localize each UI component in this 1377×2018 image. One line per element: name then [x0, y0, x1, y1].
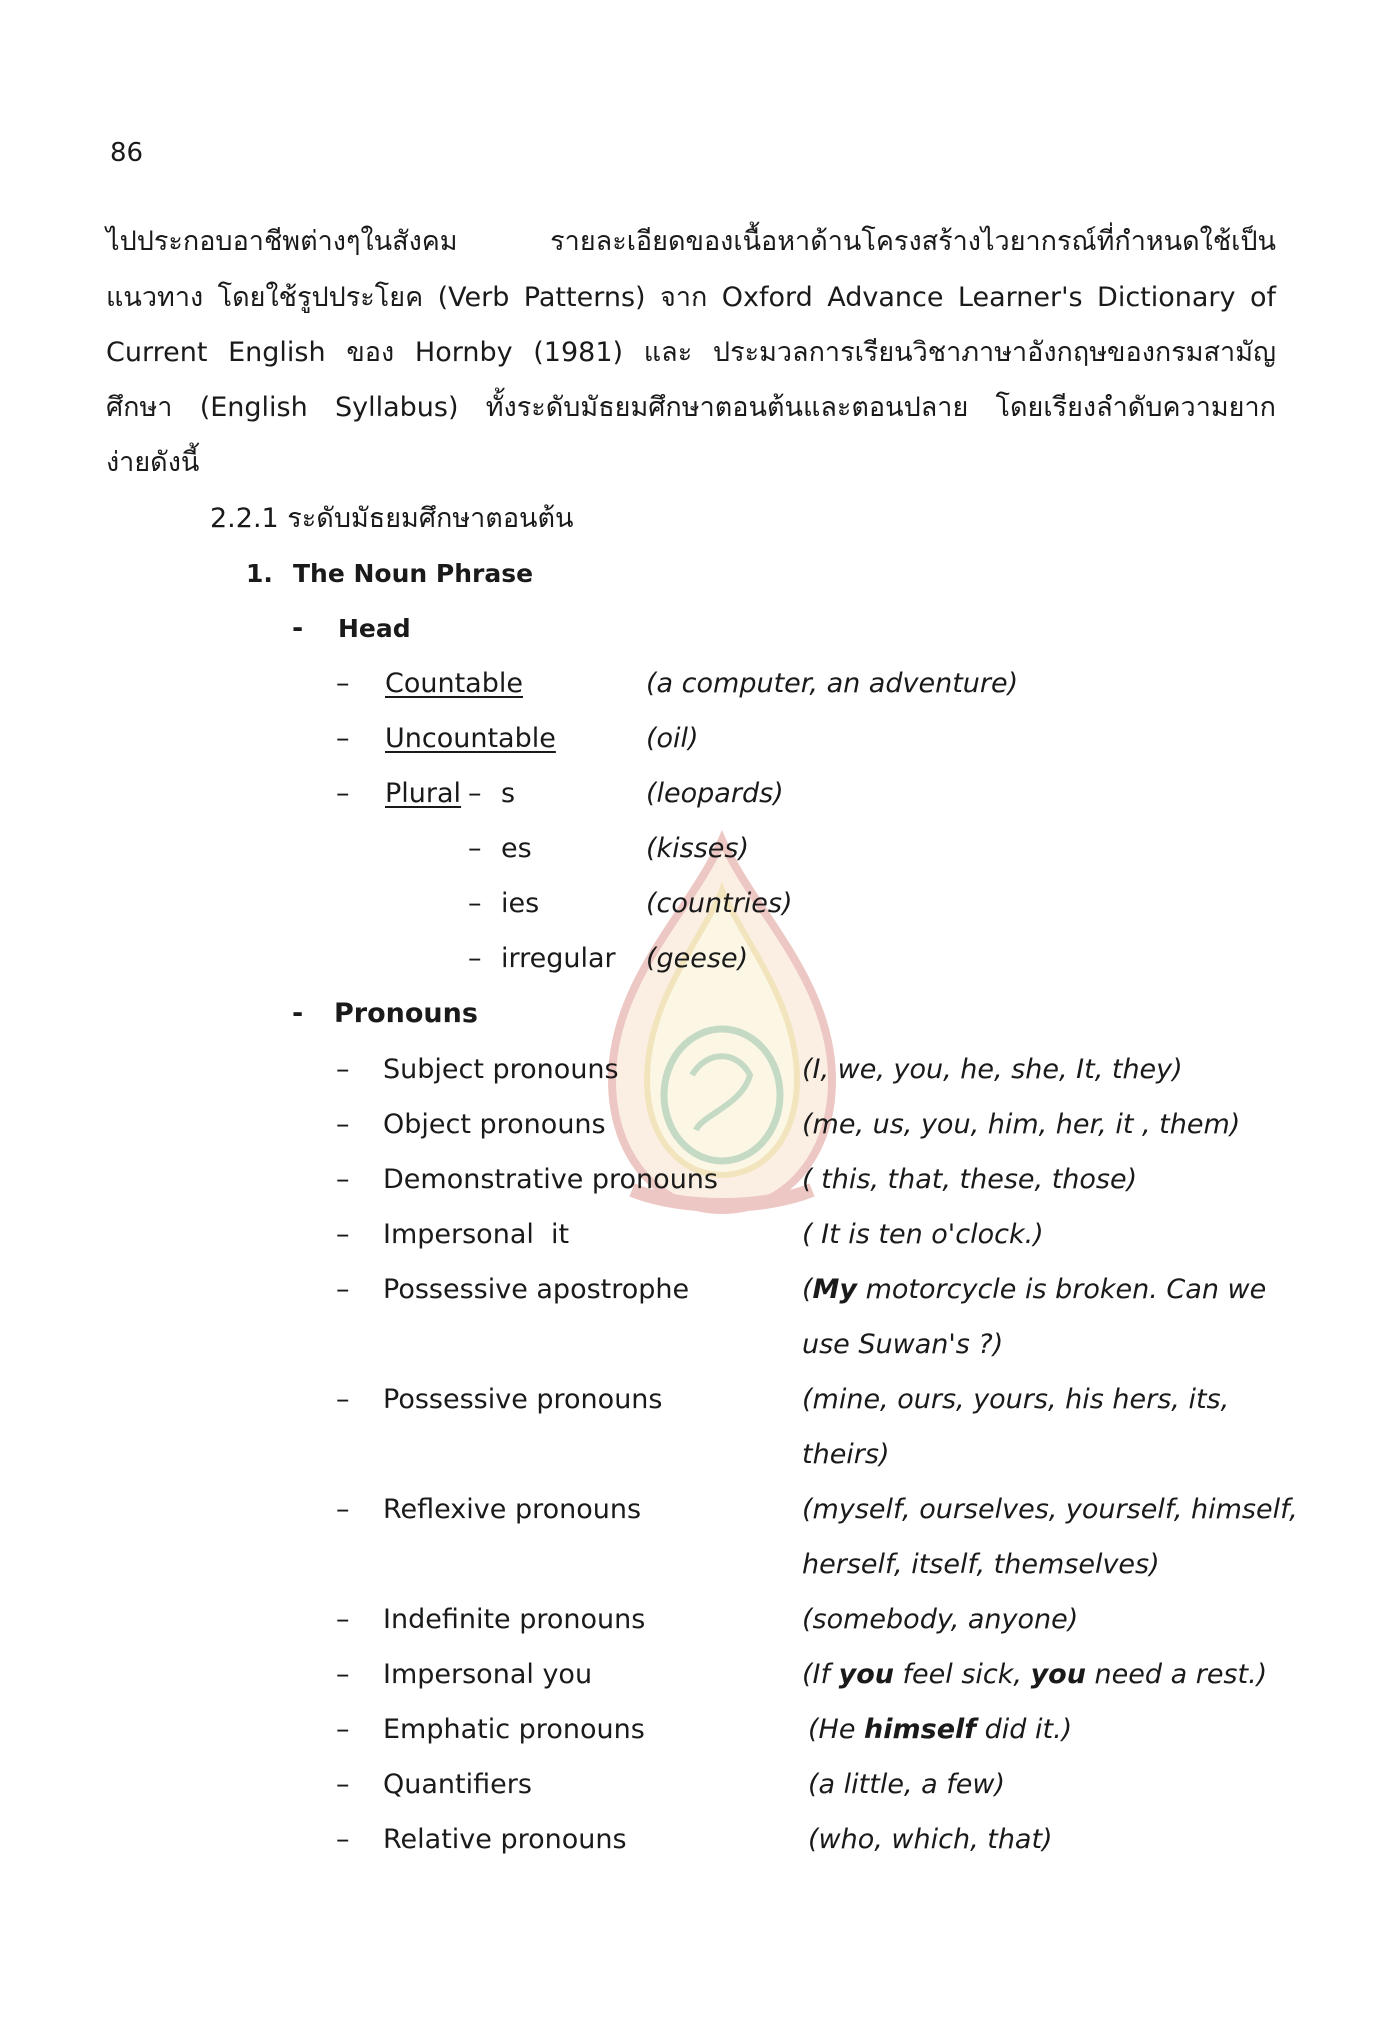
- pronoun-example: (mine, ours, yours, his hers, its,: [802, 1384, 1230, 1415]
- example-emphasis: My: [812, 1274, 858, 1305]
- countable-dash: –: [336, 668, 350, 699]
- plural-dash: –: [336, 778, 350, 809]
- pronoun-example: (me, us, you, him, her, it , them): [802, 1109, 1241, 1140]
- pronoun-example-continued: herself, itself, themselves): [802, 1549, 1160, 1580]
- pronoun-dash: –: [336, 1824, 350, 1855]
- plural-form-dash: –: [468, 833, 482, 864]
- pronoun-label: Impersonal you: [383, 1659, 593, 1690]
- pronoun-dash: –: [336, 1769, 350, 1800]
- plural-label: Plural: [385, 778, 462, 809]
- example-emphasis: you: [1030, 1659, 1086, 1690]
- example-text: (If: [802, 1659, 839, 1690]
- plural-form: irregular: [501, 943, 616, 974]
- example-text: need a rest.): [1085, 1659, 1268, 1690]
- noun-phrase-title: The Noun Phrase: [293, 559, 534, 588]
- paragraph-line-2: แนวทาง โดยใช้รูปประโยค (Verb Patterns) จาก Oxford Advance Learner's Dictionary of: [106, 282, 1276, 313]
- pronoun-dash: –: [336, 1494, 350, 1525]
- uncountable-label: Uncountable: [385, 723, 556, 754]
- pronoun-dash: –: [336, 1164, 350, 1195]
- pronoun-example: (My motorcycle is broken. Can we: [802, 1274, 1267, 1305]
- pronoun-label: Possessive apostrophe: [383, 1274, 690, 1305]
- plural-form: es: [501, 833, 532, 864]
- pronoun-label: Object pronouns: [383, 1109, 606, 1140]
- example-text: did it.): [976, 1714, 1073, 1745]
- pronoun-example: ( It is ten o'clock.): [802, 1219, 1044, 1250]
- section-heading: 2.2.1 ระดับมัธยมศึกษาตอนต้น: [210, 503, 574, 534]
- pronoun-label: Demonstrative pronouns: [383, 1164, 718, 1195]
- pronoun-dash: –: [336, 1054, 350, 1085]
- pronoun-example: (a little, a few): [808, 1769, 1005, 1800]
- countable-example: (a computer, an adventure): [646, 668, 1019, 699]
- pronouns-title: Pronouns: [334, 998, 478, 1029]
- paragraph-line-5: ง่ายดังนี้: [106, 447, 200, 478]
- pronoun-label: Indefinite pronouns: [383, 1604, 646, 1635]
- pronoun-dash: –: [336, 1274, 350, 1305]
- pronoun-dash: –: [336, 1714, 350, 1745]
- pronoun-example: [808, 1716, 1072, 1743]
- pronoun-dash: –: [336, 1604, 350, 1635]
- plural-form-dash: –: [468, 778, 482, 809]
- pronoun-example: (myself, ourselves, yourself, himself,: [802, 1494, 1298, 1525]
- paragraph-line-3: Current English ของ Hornby (1981) และ ประมวลการเรียนวิชาภาษาอังกฤษของกรมสามัญ: [106, 337, 1276, 368]
- page-number: 86: [110, 138, 144, 168]
- plural-example: (kisses): [646, 833, 750, 864]
- pronoun-dash: –: [336, 1659, 350, 1690]
- plural-example: (geese): [646, 943, 749, 974]
- pronouns-dash: -: [292, 998, 304, 1029]
- pronoun-dash: –: [336, 1219, 350, 1250]
- uncountable-example: (oil): [646, 723, 699, 754]
- example-emphasis: himself: [864, 1714, 977, 1745]
- plural-form: ies: [501, 888, 540, 919]
- pronoun-label: Reflexive pronouns: [383, 1494, 642, 1525]
- head-title: Head: [338, 614, 411, 643]
- example-text: feel sick,: [893, 1659, 1031, 1690]
- pronoun-example: ( this, that, these, those): [802, 1164, 1138, 1195]
- paragraph-line-1: ไปประกอบอาชีพต่างๆในสังคม รายละเอียดของเนื้อหาด้านโครงสร้างไวยากรณ์ที่กำหนดใช้เป็น: [106, 226, 1276, 257]
- countable-label: Countable: [385, 668, 523, 699]
- noun-phrase-number: 1.: [246, 559, 273, 588]
- pronoun-dash: –: [336, 1384, 350, 1415]
- pronoun-example: (who, which, that): [808, 1824, 1053, 1855]
- example-emphasis: you: [838, 1659, 894, 1690]
- pronoun-example: (I, we, you, he, she, It, they): [802, 1054, 1183, 1085]
- pronoun-label: Quantifiers: [383, 1769, 532, 1800]
- pronoun-example-continued: theirs): [802, 1439, 890, 1470]
- pronoun-label: Emphatic pronouns: [383, 1714, 645, 1745]
- plural-example: (leopards): [646, 778, 784, 809]
- plural-example: (countries): [646, 888, 793, 919]
- pronoun-example-continued: use Suwan's ?): [802, 1329, 1004, 1360]
- pronoun-label: Possessive pronouns: [383, 1384, 663, 1415]
- plural-form: s: [501, 778, 516, 809]
- plural-form-dash: –: [468, 888, 482, 919]
- example-text: (He: [808, 1714, 865, 1745]
- uncountable-dash: –: [336, 723, 350, 754]
- pronoun-example: [802, 1661, 1267, 1688]
- pronoun-example: (somebody, anyone): [802, 1604, 1079, 1635]
- head-dash: -: [292, 613, 304, 644]
- example-text: motorcycle is broken. Can we: [857, 1274, 1267, 1305]
- plural-form-dash: –: [468, 943, 482, 974]
- pronoun-label: Relative pronouns: [383, 1824, 627, 1855]
- pronoun-dash: –: [336, 1109, 350, 1140]
- pronoun-label: Subject pronouns: [383, 1054, 619, 1085]
- paragraph-line-4: ศึกษา (English Syllabus) ทั้งระดับมัธยมศึกษาตอนต้นและตอนปลาย โดยเรียงลำดับความยาก: [106, 392, 1276, 423]
- pronoun-label: Impersonal it: [383, 1219, 570, 1250]
